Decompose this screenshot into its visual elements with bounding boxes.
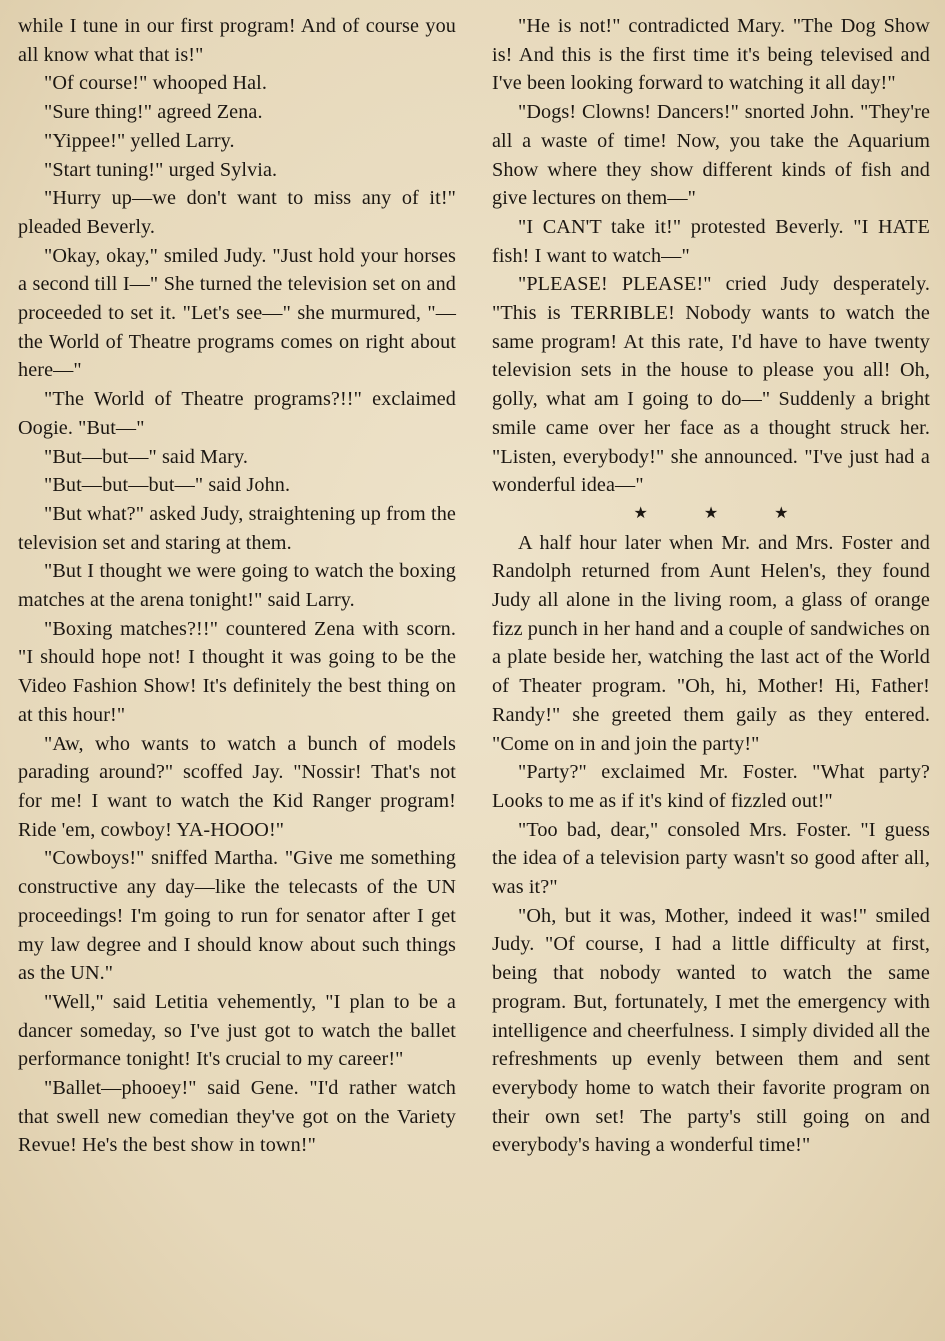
paragraph: "Okay, okay," smiled Judy. "Just hold your horses a second till I—" She turned the television set on and proceeded to set it. "Let's see—" she murmured, "—the World of Theatre programs comes on right about here—" <box>18 244 456 382</box>
paragraph: "I CAN'T take it!" protested Beverly. "I HATE fish! I want to watch—" <box>492 215 930 267</box>
paragraph: while I tune in our first program! And of course you all know what that is!" <box>18 15 456 66</box>
paragraph: "Start tuning!" urged Sylvia. <box>44 158 278 181</box>
right-column <box>492 12 930 1160</box>
paragraph: "Of course!" whooped Hal. <box>44 72 268 95</box>
paragraph: "Hurry up—we don't want to miss any of it!" pleaded Beverly. <box>18 187 456 238</box>
paragraph: "PLEASE! PLEASE!" cried Judy desperately. "This is TERRIBLE! Nobody wants to watch the same program! At this rate, I'd have to have twenty television sets in the house to please you all! Oh, golly, what am I going to do—" Suddenly a bright smile came over her face as a thought struck her. "Listen, everybody!" she announced. "I've just had a wonderful idea—" <box>492 273 930 497</box>
star-icon: ★ <box>633 504 648 522</box>
paragraph: "But I thought we were going to watch the boxing matches at the arena tonight!" said Larry. <box>18 560 456 612</box>
right-column-after-break <box>492 529 930 1160</box>
paragraph: A half hour later when Mr. and Mrs. Foster and Randolph returned from Aunt Helen's, they found Judy all alone in the living room, a glass of orange fizz punch in her hand and a couple of sandwiches on a plate beside her, watching the last act of the World of Theater program. "Oh, hi, Mother! Hi, Father! Randy!" she greeted them gaily as they entered. "Come on in and join the party!" <box>492 531 930 755</box>
right-column-before-break <box>492 12 930 500</box>
star-icon: ★ <box>703 504 719 522</box>
star-icon: ★ <box>774 504 789 522</box>
paragraph: "Ballet—phooey!" said Gene. "I'd rather watch that swell new comedian they've got on the Variety Revue! He's the best show in town!" <box>18 1077 456 1157</box>
paragraph: "Too bad, dear," consoled Mrs. Foster. "I guess the idea of a television party wasn't so good after all, was it?" <box>492 818 930 899</box>
paragraph: "Sure thing!" agreed Zena. <box>44 101 263 124</box>
paragraph: "The World of Theatre programs?!!" exclaimed Oogie. "But—" <box>18 388 456 439</box>
scene-break <box>492 500 930 529</box>
paragraph: "But—but—but—" said John. <box>44 474 291 497</box>
paragraph: "He is not!" contradicted Mary. "The Dog Show is! And this is the first time it's being televised and I've been looking forward to watching it all day!" <box>492 15 930 95</box>
paragraph: "Party?" exclaimed Mr. Foster. "What party? Looks to me as if it's kind of fizzled out!" <box>492 761 930 812</box>
paragraph: "Oh, but it was, Mother, indeed it was!" smiled Judy. "Of course, I had a little difficulty at first, being that nobody wanted to watch the same program. But, fortunately, I met the emergency with intelligence and cheerfulness. I simply divided all the refreshments up evenly between them and sent everybody home to watch their favorite program on their own set! The party's still going on and everybody's having a wonderful time!" <box>492 904 930 1157</box>
paragraph: "Cowboys!" sniffed Martha. "Give me something constructive any day—like the telecasts of the UN proceedings! I'm going to run for senator after I get my law degree and I should know about such things as the UN." <box>18 847 456 985</box>
paragraph: "Aw, who wants to watch a bunch of models parading around?" scoffed Jay. "Nossir! That's not for me! I want to watch the Kid Ranger program! Ride 'em, cowboy! YA-HOOO!" <box>18 732 456 841</box>
paragraph: "But what?" asked Judy, straightening up from the television set and staring at them. <box>18 502 456 554</box>
paragraph: "Boxing matches?!!" countered Zena with scorn. "I should hope not! I thought it was going to be the Video Fashion Show! It's definitely the best thing on at this hour!" <box>18 617 456 726</box>
paragraph: "Yippee!" yelled Larry. <box>44 129 235 152</box>
paragraph: "Dogs! Clowns! Dancers!" snorted John. "They're all a waste of time! Now, you take the Aquarium Show where they show different kinds of fish and give lectures on them—" <box>492 101 930 210</box>
paragraph: "But—but—" said Mary. <box>44 445 248 468</box>
paragraph: "Well," said Letitia vehemently, "I plan to be a dancer someday, so I've just got to watch the ballet performance tonight! It's crucial to my career!" <box>18 990 456 1071</box>
left-column <box>18 12 456 1160</box>
